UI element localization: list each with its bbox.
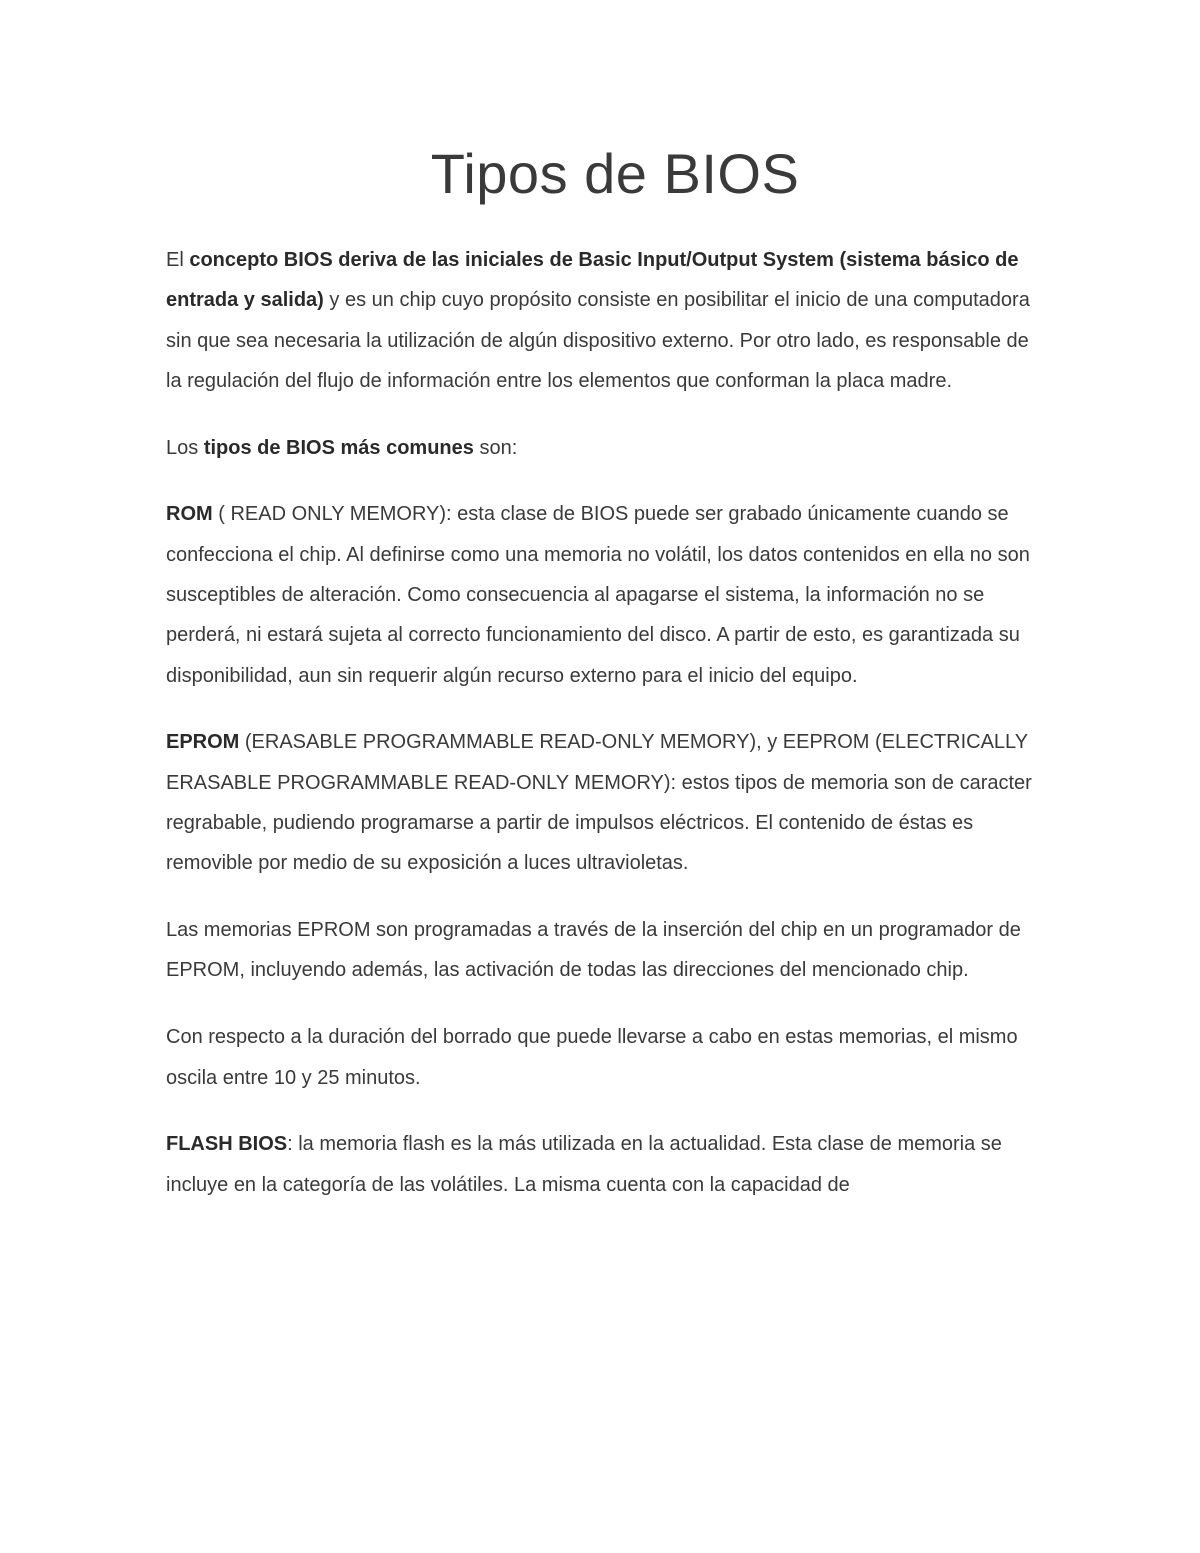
intro-text-1: El (166, 249, 190, 271)
paragraph-rom (166, 494, 1046, 695)
paragraph-intro (166, 240, 1046, 401)
paragraph-eprom (166, 722, 1046, 883)
eprom-programming-text: Las memorias EPROM son programadas a través de la inserción del chip en un programador de EPROM, incluyendo además, las activación de todas las direcciones del mencionado chip. (166, 919, 1021, 982)
eprom-bold: EPROM (166, 731, 240, 754)
paragraph-erase-duration (166, 1017, 1046, 1098)
paragraph-flash-bios (166, 1124, 1046, 1205)
eprom-text: (ERASABLE PROGRAMMABLE READ-ONLY MEMORY), y EEPROM (ELECTRICALLY ERASABLE PROGRAMMABLE READ-ONLY MEMORY): estos tipos de memoria son de caracter regrabable, pudiendo programarse a partir de impulsos eléctricos. El contenido de éstas es removible por medio de su exposición a luces ultravioletas. (166, 731, 1032, 875)
rom-bold: ROM (166, 503, 213, 526)
intro-bold: concepto BIOS deriva de las iniciales de Basic Input/Output System (sistema básico de entrada y salida) (166, 249, 1019, 312)
types-text-2: son: (473, 436, 518, 459)
erase-duration-text: Con respecto a la duración del borrado que puede llevarse a cabo en estas memorias, el mismo oscila entre 10 y 25 minutos. (166, 1026, 1018, 1089)
types-bold: tipos de BIOS más comunes (203, 436, 474, 459)
intro-text-2: y es un chip cuyo propósito consiste en posibilitar el inicio de una computadora sin que sea necesaria la utilización de algún dispositivo externo. Por otro lado, es responsable de la regulación del flujo de información entre los elementos que conforman la placa madre. (166, 289, 1030, 392)
paragraph-types-intro (166, 428, 1046, 468)
types-text-1: Los (166, 436, 204, 459)
document-body (166, 240, 1046, 1231)
flash-bios-bold: FLASH BIOS (166, 1133, 288, 1156)
flash-bios-text: : la memoria flash es la más utilizada en la actualidad. Esta clase de memoria se incluye en la categoría de las volátiles. La misma cuenta con la capacidad de (166, 1133, 1002, 1196)
document-title: Tipos de BIOS (430, 142, 800, 205)
paragraph-eprom-programming (166, 910, 1046, 991)
rom-text: ( READ ONLY MEMORY): esta clase de BIOS puede ser grabado únicamente cuando se confecciona el chip. Al definirse como una memoria no volátil, los datos contenidos en ella no son susceptibles de alteración. Como consecuencia al apagarse el sistema, la información no se perderá, ni estará sujeta al correcto funcionamiento del disco. A partir de esto, es garantizada su disponibilidad, aun sin requerir algún recurso externo para el inicio del equipo. (166, 503, 1030, 687)
